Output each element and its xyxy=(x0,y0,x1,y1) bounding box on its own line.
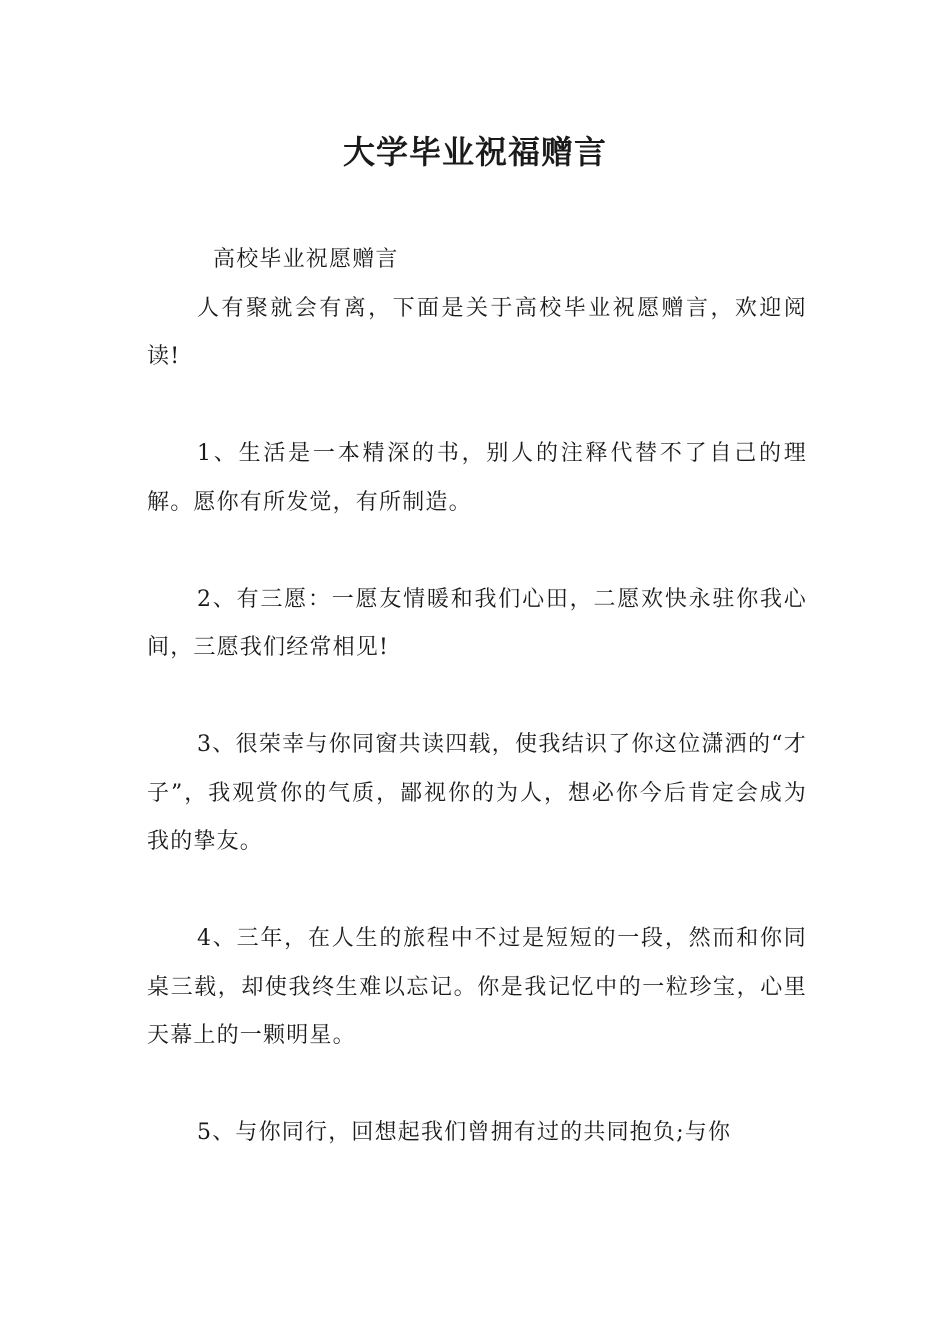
paragraph-4: 4、三年，在人生的旅程中不过是短短的一段，然而和你同桌三载，却使我终生难以忘记。你是我记忆中的一粒珍宝，心里天幕上的一颗明星。 xyxy=(147,926,807,1048)
paragraph-5: 5、与你同行，回想起我们曾拥有过的共同抱负;与你 xyxy=(197,1120,732,1145)
document-body xyxy=(147,236,807,1206)
document-subtitle: 高校毕业祝愿赠言 xyxy=(213,247,399,272)
paragraph-1: 1、生活是一本精深的书，别人的注释代替不了自己的理解。愿你有所发觉，有所制造。 xyxy=(147,441,807,515)
paragraph-3: 3、很荣幸与你同窗共读四载，使我结识了你这位潇洒的“才子”，我观赏你的气质，鄙视你的为人，想必你今后肯定会成为我的挚友。 xyxy=(147,732,807,854)
document-title: 大学毕业祝福赠言 xyxy=(342,133,607,171)
paragraph-intro: 人有聚就会有离，下面是关于高校毕业祝愿赠言，欢迎阅读! xyxy=(147,295,807,369)
paragraph-2: 2、有三愿：一愿友情暖和我们心田，二愿欢快永驻你我心间，三愿我们经常相见! xyxy=(147,586,807,660)
